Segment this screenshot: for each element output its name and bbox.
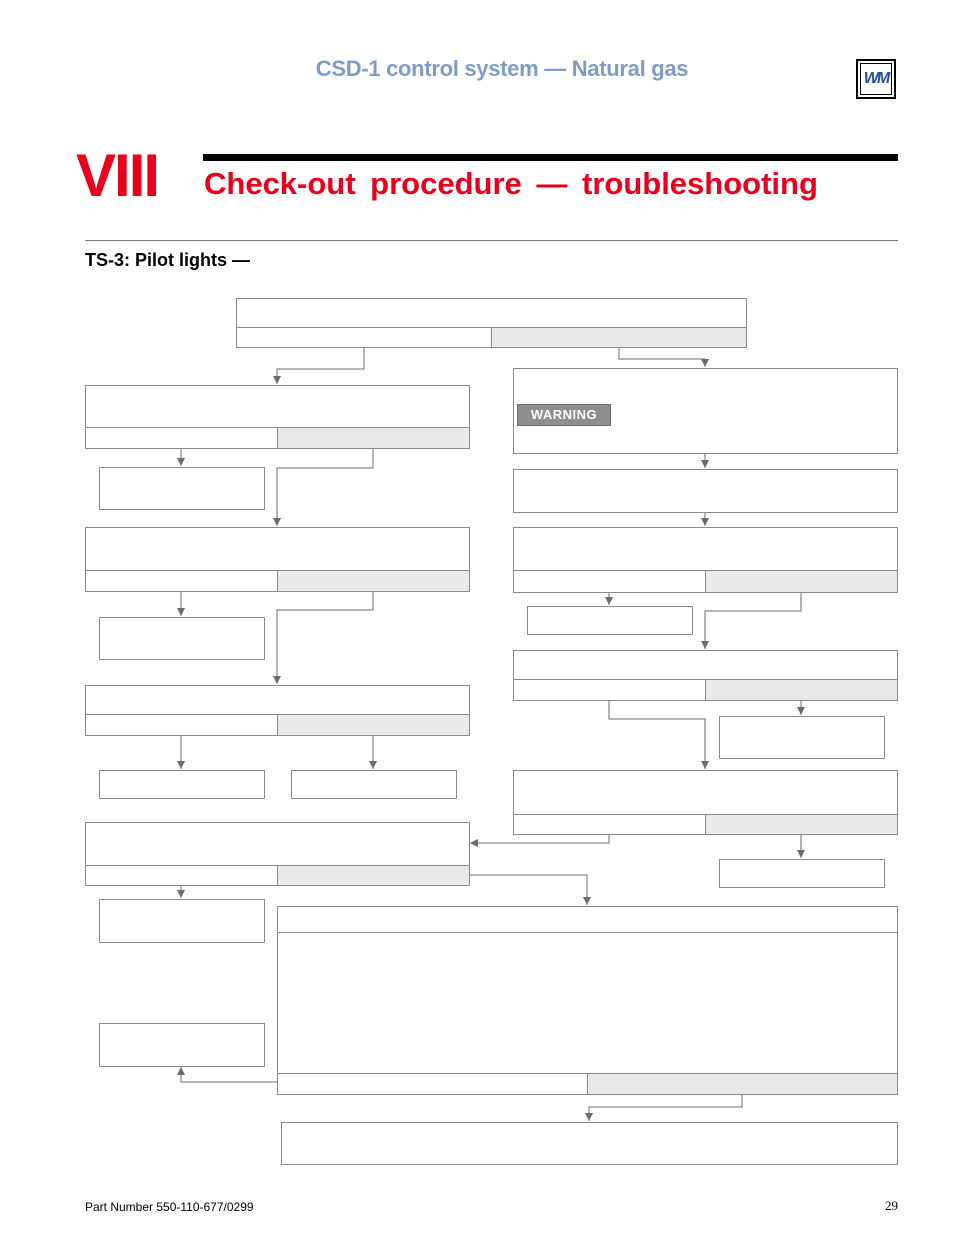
step-r4-question: [513, 770, 898, 815]
subheading: TS-3: Pilot lights —: [85, 250, 250, 270]
action-r4: [719, 859, 885, 888]
answer-no-cell: [277, 715, 469, 735]
answer-yes-cell: [514, 571, 705, 592]
connector-r3-no: [705, 592, 801, 649]
section-number: VIII: [76, 142, 159, 209]
connector-l2-no: [277, 591, 373, 684]
step-top-answers: [236, 327, 747, 348]
running-head: CSD-1 control system — Natural gas: [315, 56, 689, 81]
answer-no-cell: [705, 571, 897, 592]
answer-yes-cell: [86, 428, 277, 448]
connector-l4-no: [469, 875, 587, 905]
action-l2: [99, 617, 265, 660]
answer-yes-cell: [514, 680, 705, 700]
step-l3-question: [85, 685, 470, 715]
answer-yes-cell: [86, 866, 277, 885]
step-l1-question: [85, 385, 470, 428]
footer-part-number: Part Number 550-110-677/0299: [85, 1200, 254, 1214]
connector-top-no: [619, 348, 705, 367]
step-l4-answers: [85, 865, 470, 886]
connector-big-no: [589, 1094, 742, 1121]
step-l2-answers: [85, 570, 470, 592]
connector-r5-yes: [470, 834, 609, 843]
step-r3-question: [513, 650, 898, 680]
step-r2-question: [513, 527, 898, 571]
connector-top-yes: [277, 348, 364, 384]
connector-big-yes: [181, 1067, 277, 1082]
action-l4: [99, 899, 265, 943]
step-r4-answers: [513, 814, 898, 835]
final-action: [281, 1122, 898, 1165]
step-r1: [513, 469, 898, 513]
answer-no-cell: [277, 866, 469, 885]
answer-yes-cell: [278, 1074, 587, 1094]
connector-r4-yes: [609, 700, 705, 769]
step-r3-answers: [513, 679, 898, 701]
answer-no-cell: [587, 1074, 897, 1094]
step-big-answers: [277, 1073, 898, 1095]
step-big-heading: [277, 906, 898, 933]
connector-l1-no: [277, 449, 373, 526]
answer-yes-cell: [86, 571, 277, 591]
action-r3: [719, 716, 885, 759]
warning-badge: WARNING: [517, 404, 611, 426]
action-l1: [99, 467, 265, 510]
answer-yes-cell: [86, 715, 277, 735]
step-big-body: [277, 932, 898, 1074]
action-l5: [99, 1023, 265, 1067]
action-l3-no: [291, 770, 457, 799]
footer-page-number: 29: [885, 1198, 898, 1213]
step-r2-answers: [513, 570, 898, 593]
answer-yes-cell: [237, 328, 491, 347]
action-r2: [527, 606, 693, 635]
step-top-question: [236, 298, 747, 328]
logo-mark: WM: [860, 63, 892, 95]
step-l4-question: [85, 822, 470, 866]
answer-no-cell: [705, 815, 897, 834]
step-l3-answers: [85, 714, 470, 736]
answer-yes-cell: [514, 815, 705, 834]
answer-no-cell: [491, 328, 746, 347]
step-l1-answers: [85, 427, 470, 449]
step-l2-question: [85, 527, 470, 571]
answer-no-cell: [705, 680, 897, 700]
action-l3-yes: [99, 770, 265, 799]
section-title: Check-out procedure — troubleshooting: [204, 166, 818, 201]
answer-no-cell: [277, 571, 469, 591]
answer-no-cell: [277, 428, 469, 448]
